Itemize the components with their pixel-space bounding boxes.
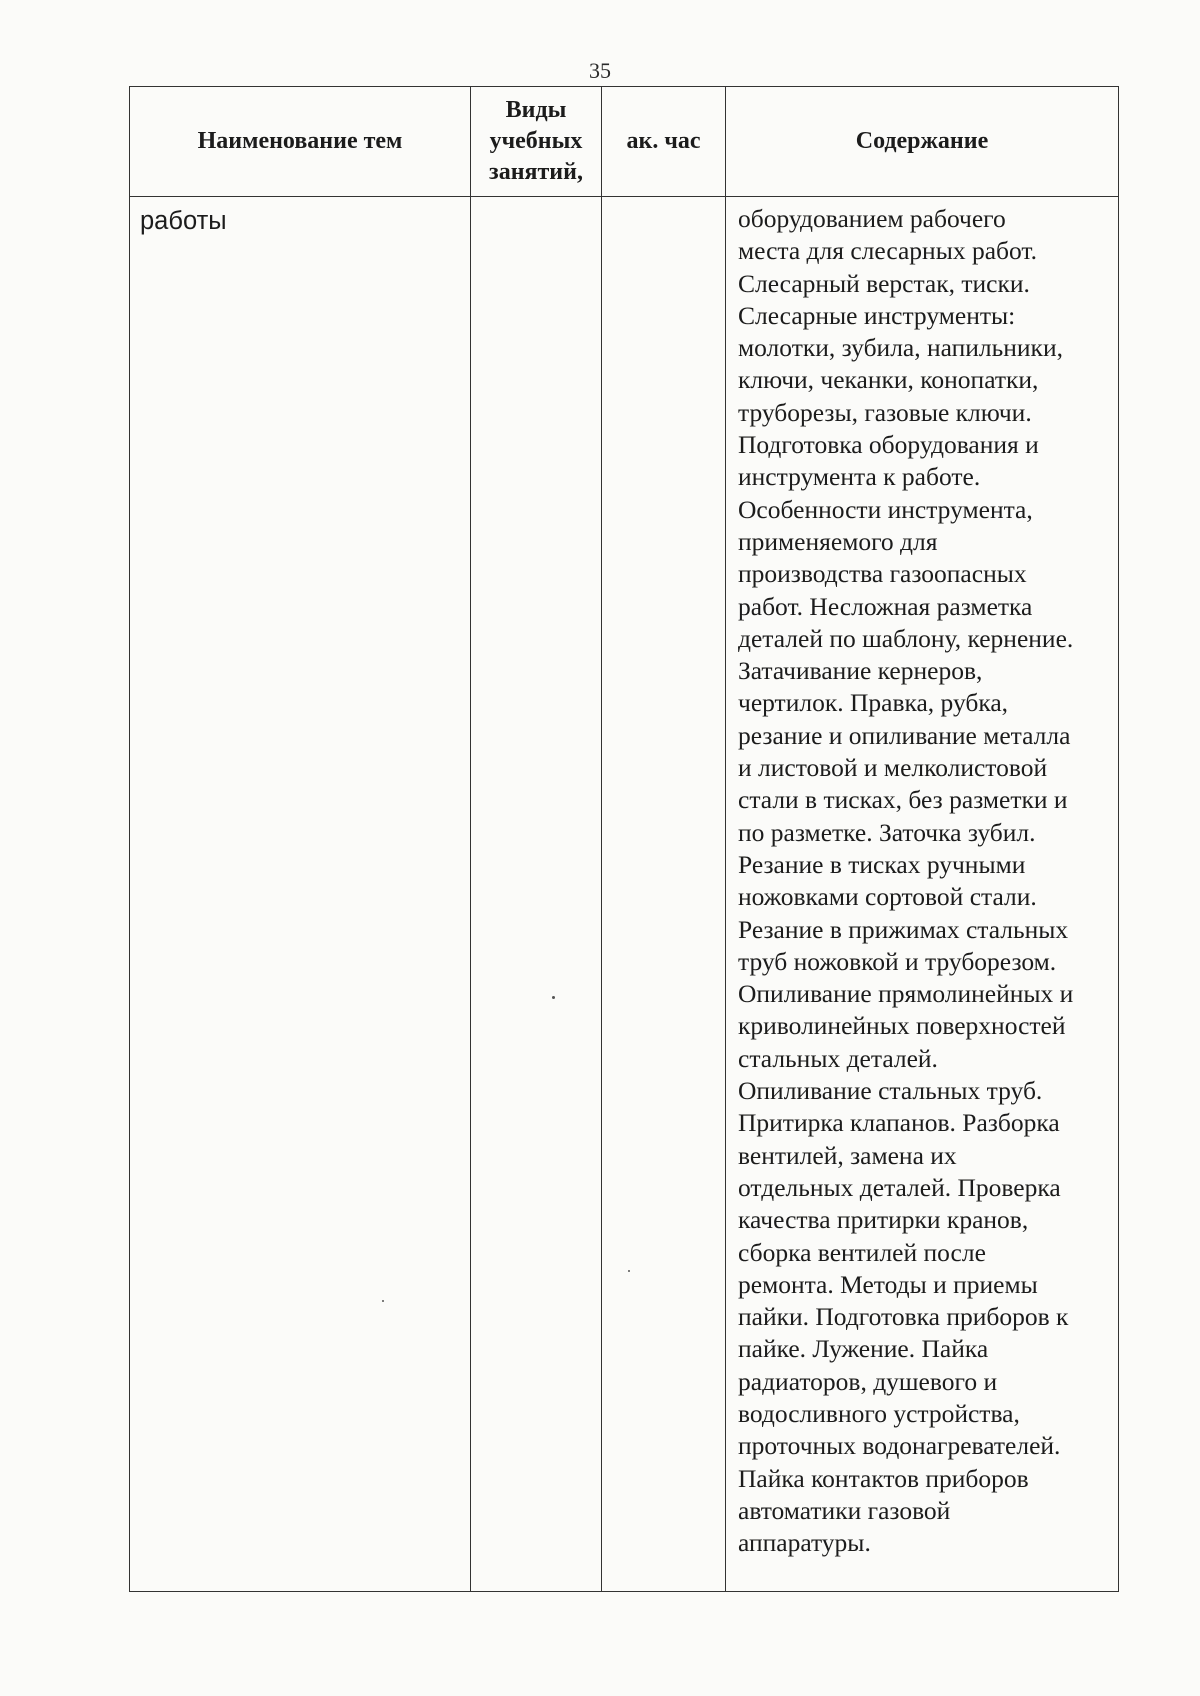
table-row — [130, 197, 1119, 1592]
content-line: водосливного устройства, — [738, 1398, 1020, 1428]
content-line: чертилок. Правка, рубка, — [738, 688, 1009, 718]
content-line: пайки. Подготовка приборов к — [738, 1302, 1069, 1332]
content-line: Резание в тисках ручными — [738, 849, 1026, 879]
scan-speck — [382, 1300, 384, 1302]
content-line: и листовой и мелколистовой — [738, 753, 1048, 783]
content-line: деталей по шаблону, кернение. — [738, 623, 1074, 653]
content-line: Притирка клапанов. Разборка — [738, 1108, 1060, 1138]
content-line: автоматики газовой — [738, 1495, 951, 1525]
content-line: труб ножовкой и труборезом. — [738, 946, 1057, 976]
content-line: стальных деталей. — [738, 1043, 938, 1073]
content-line: резание и опиливание металла — [738, 720, 1071, 750]
cell-content — [726, 197, 1119, 1592]
content-line: Пайка контактов приборов — [738, 1463, 1029, 1493]
content-line: молотки, зубила, напильники, — [738, 333, 1063, 363]
content-line: оборудованием рабочего — [738, 204, 1006, 233]
scan-speck — [552, 996, 555, 999]
content-line: отдельных деталей. Проверка — [738, 1172, 1061, 1202]
cell-lesson-types — [471, 197, 602, 1592]
header-topic: Наименование тем — [130, 87, 471, 197]
curriculum-table — [129, 86, 1119, 1592]
content-line: работ. Несложная разметка — [738, 591, 1033, 621]
content-line: места для слесарных работ. — [738, 236, 1038, 266]
content-line: аппаратуры. — [738, 1528, 871, 1558]
content-line: инструмента к работе. — [738, 462, 981, 492]
header-lesson-types — [471, 87, 602, 197]
content-line: Опиливание стальных труб. — [738, 1076, 1043, 1106]
content-line: ножовками сортовой стали. — [738, 882, 1037, 912]
content-line: применяемого для — [738, 526, 938, 556]
header-academic-hours: ак. час — [602, 87, 726, 197]
content-line: Резание в прижимах стальных — [738, 914, 1069, 944]
scan-speck — [628, 1270, 630, 1272]
header-lesson-types-line: Виды — [505, 96, 567, 123]
content-line: Подготовка оборудования и — [738, 430, 1039, 460]
header-lesson-types-line: занятий, — [489, 159, 583, 186]
cell-topic: работы — [130, 197, 471, 1592]
content-line: по разметке. Заточка зубил. — [738, 817, 1036, 847]
page-number: 35 — [589, 58, 611, 83]
content-line: радиаторов, душевого и — [738, 1366, 998, 1396]
content-line: криволинейных поверхностей — [738, 1011, 1066, 1041]
content-line: пайке. Лужение. Пайка — [738, 1334, 989, 1364]
content-line: труборезы, газовые ключи. — [738, 397, 1032, 427]
header-content: Содержание — [726, 87, 1119, 197]
content-line: Опиливание прямолинейных и — [738, 979, 1074, 1009]
content-line: Слесарный верстак, тиски. — [738, 268, 1030, 298]
content-line: Затачивание кернеров, — [738, 656, 983, 686]
content-line: ключи, чеканки, конопатки, — [738, 365, 1039, 395]
content-line: проточных водонагревателей. — [738, 1431, 1061, 1461]
content-line: Особенности инструмента, — [738, 494, 1033, 524]
content-line: производства газоопасных — [738, 559, 1027, 589]
header-lesson-types-line: учебных — [489, 127, 583, 154]
content-line: вентилей, замена их — [738, 1140, 957, 1170]
content-line: стали в тисках, без разметки и — [738, 785, 1068, 815]
cell-academic-hours — [602, 197, 726, 1592]
content-line: сборка вентилей после — [738, 1237, 986, 1267]
content-line: ремонта. Методы и приемы — [738, 1269, 1038, 1299]
table-header-row — [130, 87, 1119, 197]
content-line: качества притирки кранов, — [738, 1205, 1029, 1235]
content-line: Слесарные инструменты: — [738, 300, 1016, 330]
